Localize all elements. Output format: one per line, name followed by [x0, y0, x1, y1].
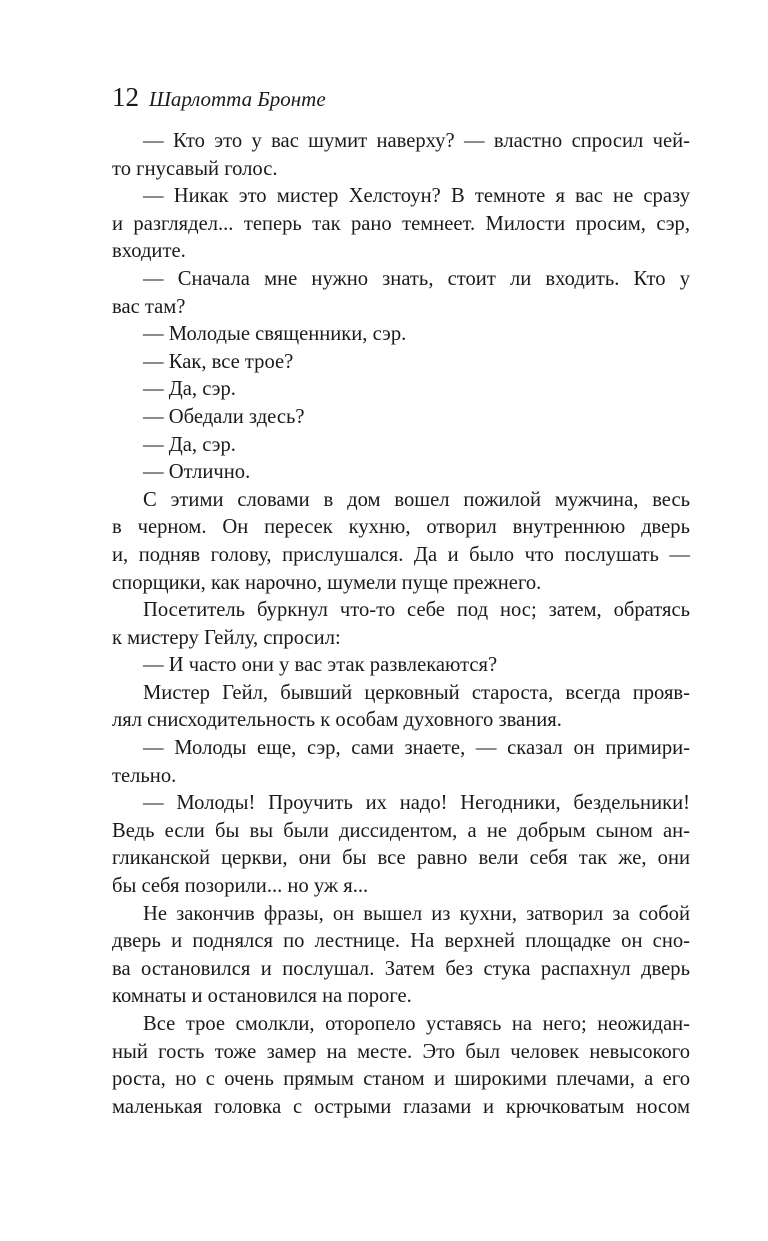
text-line: Посетитель буркнул что-то себе под нос; затем, обратясь: [143, 599, 690, 622]
paragraph: [112, 128, 690, 183]
text-line: Все трое смолкли, оторопело уставясь на него; неожидан-: [143, 1013, 690, 1035]
text-line: — Молоды! Проучить их надо! Негодники, бездельники!: [143, 792, 690, 815]
paragraph: [112, 1011, 690, 1121]
paragraph: [112, 376, 690, 404]
text-line: — Обедали здесь?: [143, 405, 305, 428]
text-line: вас там?: [112, 295, 186, 318]
text-line: дверь и поднялся по лестнице. На верхней площадке он сно-: [112, 930, 690, 953]
page-number: 12: [112, 82, 139, 112]
text-line: — Никак это мистер Хелстоун? В темноте я вас не сразу: [143, 185, 690, 208]
body-text: [112, 128, 690, 1121]
paragraph: [112, 735, 690, 790]
text-line: роста, но с очень прямым станом и широкими плечами, а его: [112, 1068, 690, 1091]
paragraph: [112, 597, 690, 652]
text-line: в черном. Он пересек кухню, отворил внутреннюю дверь: [112, 516, 690, 539]
text-line: маленькая головка с острыми глазами и крючковатым носом: [112, 1095, 690, 1118]
text-line: комнаты и остановился на пороге.: [112, 985, 412, 1008]
text-line: Мистер Гейл, бывший церковный староста, всегда прояв-: [143, 681, 690, 704]
paragraph: [112, 432, 690, 460]
book-page: [112, 82, 690, 1121]
paragraph: [112, 790, 690, 900]
text-line: гликанской церкви, они бы все равно вели себя так же, они: [112, 847, 690, 870]
paragraph: [112, 321, 690, 349]
text-line: — Да, сэр.: [143, 433, 236, 456]
text-line: — Да, сэр.: [143, 378, 236, 401]
paragraph: [112, 652, 690, 680]
text-line: ва остановился и послушал. Затем без стука распахнул дверь: [112, 957, 690, 980]
text-line: — Молодые священники, сэр.: [143, 323, 407, 346]
text-line: спорщики, как нарочно, шумели пуще прежнего.: [112, 571, 542, 594]
text-line: — И часто они у вас этак развлекаются?: [143, 654, 498, 677]
page-header: [112, 82, 690, 122]
paragraph: [112, 404, 690, 432]
text-line: Ведь если бы вы были диссидентом, а не добрым сыном ан-: [112, 819, 690, 842]
text-line: — Как, все трое?: [143, 350, 294, 373]
text-line: С этими словами в дом вошел пожилой мужчина, весь: [143, 488, 690, 511]
text-line: — Сначала мне нужно знать, стоит ли входить. Кто у: [143, 267, 690, 290]
text-line: — Отлично.: [143, 461, 251, 484]
text-line: — Молоды еще, сэр, сами знаете, — сказал он примири-: [143, 737, 690, 760]
text-line: бы себя позорили... но уж я...: [112, 875, 369, 898]
text-line: — Кто это у вас шумит наверху? — властно спросил чей-: [143, 130, 690, 152]
paragraph: [112, 487, 690, 597]
text-line: входите.: [112, 240, 186, 263]
paragraph: [112, 459, 690, 487]
text-line: и разглядел... теперь так рано темнеет. Милости просим, сэр,: [112, 212, 690, 235]
text-line: лял снисходительность к особам духовного звания.: [112, 709, 562, 732]
paragraph: [112, 680, 690, 735]
text-line: Не закончив фразы, он вышел из кухни, затворил за собой: [143, 902, 690, 925]
paragraph: [112, 266, 690, 321]
text-line: то гнусавый голос.: [112, 157, 278, 180]
paragraph: [112, 183, 690, 266]
text-line: и, подняв голову, прислушался. Да и было что послушать —: [112, 543, 690, 566]
paragraph: [112, 901, 690, 1011]
running-head: Шарлотта Бронте: [149, 87, 326, 111]
paragraph: [112, 349, 690, 377]
text-line: к мистеру Гейлу, спросил:: [112, 626, 341, 649]
text-line: ный гость тоже замер на месте. Это был человек невысокого: [112, 1040, 690, 1063]
text-line: тельно.: [112, 764, 177, 787]
